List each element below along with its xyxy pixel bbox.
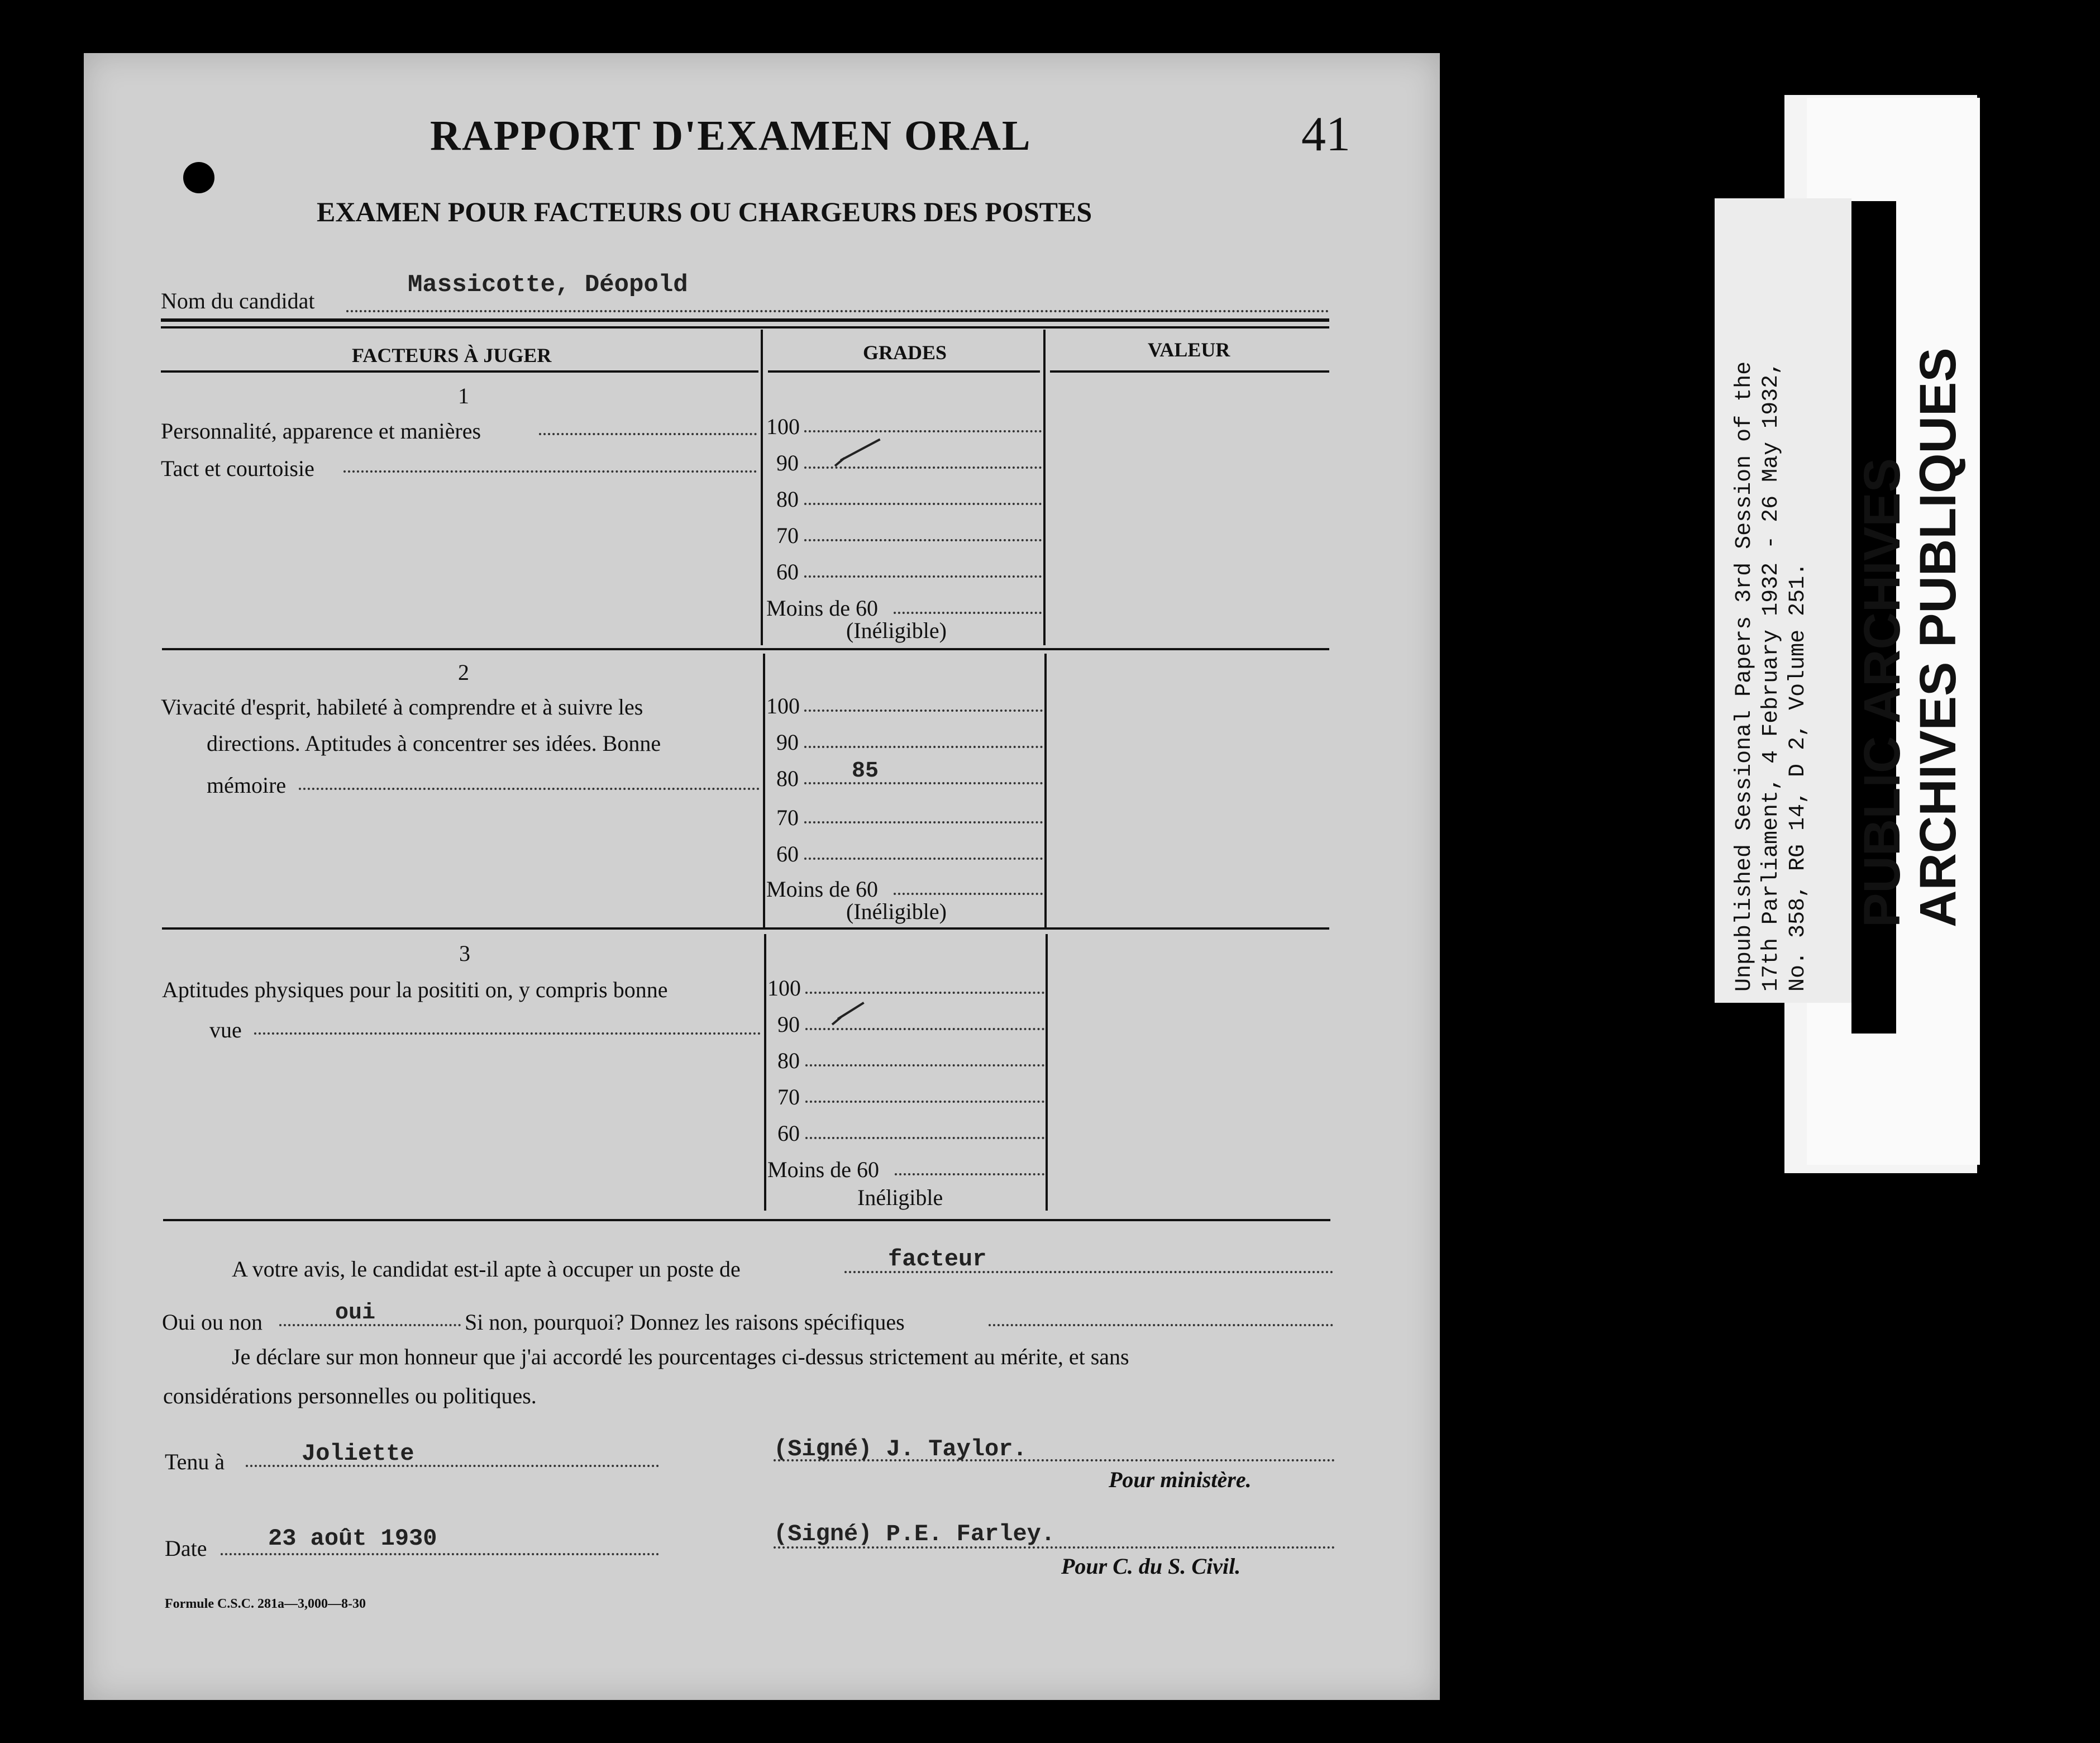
s3-ineligible: Inéligible [857,1185,943,1210]
page-number: 41 [1301,107,1350,161]
s2-grade-below-60: Moins de 60 [766,877,878,902]
form-code: Formule C.S.C. 281a—3,000—8-30 [165,1597,366,1611]
declaration-line-1: Je déclare sur mon honneur que j'ai accordé les pourcentages ci-dessus strictement au mérite, et sans [232,1344,1129,1369]
s2-grade-100: 100 [766,693,800,718]
s2-grade-80: 80 [776,766,799,791]
archives-line-1: PUBLIC ARCHIVES [1854,458,1911,927]
section-2-line-3: mémoire [207,773,287,798]
candidate-label: Nom du candidat [161,288,315,313]
section-2-line-2: directions. Aptitudes à concentrer ses idées. Bonne [207,731,661,756]
catalog-line-1: Unpublished Sessional Papers 3rd Session of the [1732,361,1757,992]
held-label: Tenu à [165,1449,225,1474]
why-text: Si non, pourquoi? Donnez les raisons spécifiques [465,1309,905,1335]
signature-1: (Signé) J. Taylor. [774,1436,1027,1463]
section-1-line-2: Tact et courtoisie [161,456,314,481]
s1-grade-70: 70 [776,523,799,548]
s2-grade-70: 70 [776,805,799,830]
header-factors: FACTEURS À JUGER [352,344,552,366]
s2-grade-90: 90 [776,730,799,755]
s3-grade-below-60: Moins de 60 [767,1157,879,1182]
question-text: A votre avis, le candidat est-il apte à occuper un poste de [232,1256,741,1282]
section-2-line-1: Vivacité d'esprit, habileté à comprendre et à suivre les [161,694,643,720]
signature-1-role: Pour ministère. [1109,1467,1252,1492]
signature-2: (Signé) P.E. Farley. [774,1521,1056,1547]
catalog-line-2: 17th Parliament, 4 February 1932 - 26 May 1932, [1759,361,1784,992]
archives-line-2: ARCHIVES PUBLIQUES [1910,347,1967,927]
s1-grade-100: 100 [766,414,800,439]
archives-text [1854,347,1966,927]
header-value: VALEUR [1148,339,1230,361]
yes-no-answer: oui [335,1301,376,1326]
section-1-line-1: Personnalité, apparence et manières [161,418,481,444]
section-1-number: 1 [458,383,469,408]
date-value: 23 août 1930 [268,1525,437,1552]
s3-grade-70: 70 [777,1084,800,1109]
s1-ineligible: (Inéligible) [846,618,947,643]
s3-grade-100: 100 [767,975,801,1001]
catalog-text [1731,361,1812,992]
section-3-number: 3 [459,941,470,966]
s3-grade-60: 60 [777,1121,800,1146]
s2-ineligible: (Inéligible) [846,899,947,924]
declaration-line-2: considérations personnelles ou politiques. [163,1383,537,1408]
signature-2-role: Pour C. du S. Civil. [1061,1554,1241,1579]
form-subtitle: EXAMEN POUR FACTEURS OU CHARGEURS DES POSTES [317,196,1092,227]
held-value: Joliette [302,1440,414,1467]
date-label: Date [165,1536,207,1561]
section-3-line-2: vue [209,1017,242,1042]
header-grades: GRADES [863,341,947,364]
s2-written-grade: 85 [852,759,879,784]
s3-grade-80: 80 [777,1048,800,1073]
question-answer: facteur [888,1246,987,1273]
catalog-line-3: No. 358, RG 14, D 2, Volume 251. [1786,562,1811,992]
s1-grade-60: 60 [776,559,799,584]
s1-grade-80: 80 [776,487,799,512]
form-title: RAPPORT D'EXAMEN ORAL [430,112,1032,159]
s2-grade-60: 60 [776,841,799,866]
s1-grade-90: 90 [776,450,799,475]
s3-grade-90: 90 [777,1012,800,1037]
section-2-number: 2 [458,660,469,685]
section-3-line-1: Aptitudes physiques pour la posititi on, y compris bonne [162,977,668,1002]
yes-no-label: Oui ou non [162,1309,262,1335]
s1-grade-below-60: Moins de 60 [766,596,878,621]
punch-hole [183,162,214,193]
candidate-name: Massicotte, Déopold [408,271,688,299]
